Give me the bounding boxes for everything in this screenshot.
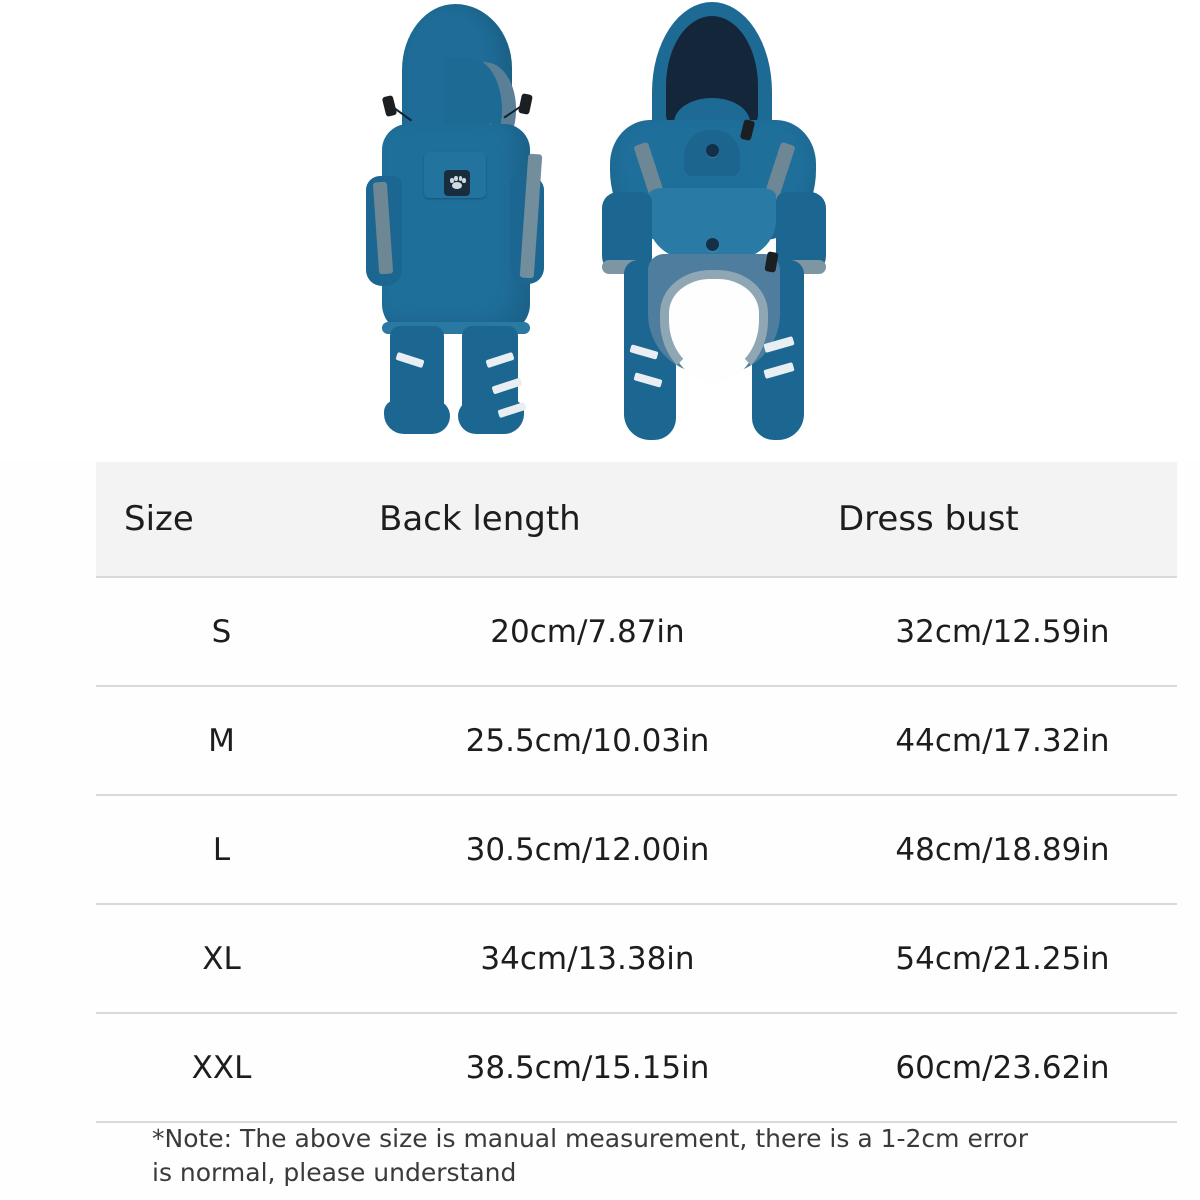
snap-button (706, 144, 719, 157)
cell-dress-bust: 32cm/12.59in (828, 577, 1177, 686)
measurement-note: *Note: The above size is manual measurement, there is a 1-2cm error is normal, please understand (152, 1124, 1028, 1187)
cell-dress-bust: 48cm/18.89in (828, 795, 1177, 904)
size-chart-table-wrapper (96, 462, 1110, 1123)
table-header-row (96, 462, 1177, 577)
cell-dress-bust: 60cm/23.62in (828, 1013, 1177, 1122)
garment-front-view (600, 2, 830, 442)
cell-back-length: 34cm/13.38in (347, 904, 828, 1013)
cord-toggle-icon (518, 93, 533, 115)
cell-back-length: 25.5cm/10.03in (347, 686, 828, 795)
column-header-dress-bust: Dress bust (828, 462, 1177, 577)
table-row (96, 904, 1177, 1013)
table-row (96, 686, 1177, 795)
column-header-size: Size (96, 462, 347, 577)
table-header (96, 462, 1177, 577)
cell-back-length: 30.5cm/12.00in (347, 795, 828, 904)
cell-dress-bust: 44cm/17.32in (828, 686, 1177, 795)
table-row (96, 1013, 1177, 1122)
cell-back-length: 20cm/7.87in (347, 577, 828, 686)
product-photo (0, 0, 1200, 460)
table-row (96, 577, 1177, 686)
paw-glyph (449, 175, 465, 191)
cell-size: M (96, 686, 347, 795)
snap-button (706, 238, 719, 251)
cell-size: L (96, 795, 347, 904)
cell-size: XXL (96, 1013, 347, 1122)
foot-cuff-left (384, 400, 450, 434)
paw-print-icon (444, 170, 470, 196)
cell-size: XL (96, 904, 347, 1013)
garment-back-view (352, 4, 562, 444)
table-body (96, 577, 1177, 1122)
cell-back-length: 38.5cm/15.15in (347, 1013, 828, 1122)
column-header-back-length: Back length (347, 462, 828, 577)
size-chart-table (96, 462, 1177, 1123)
cell-size: S (96, 577, 347, 686)
table-row (96, 795, 1177, 904)
cord-toggle-icon (382, 95, 398, 117)
cell-dress-bust: 54cm/21.25in (828, 904, 1177, 1013)
